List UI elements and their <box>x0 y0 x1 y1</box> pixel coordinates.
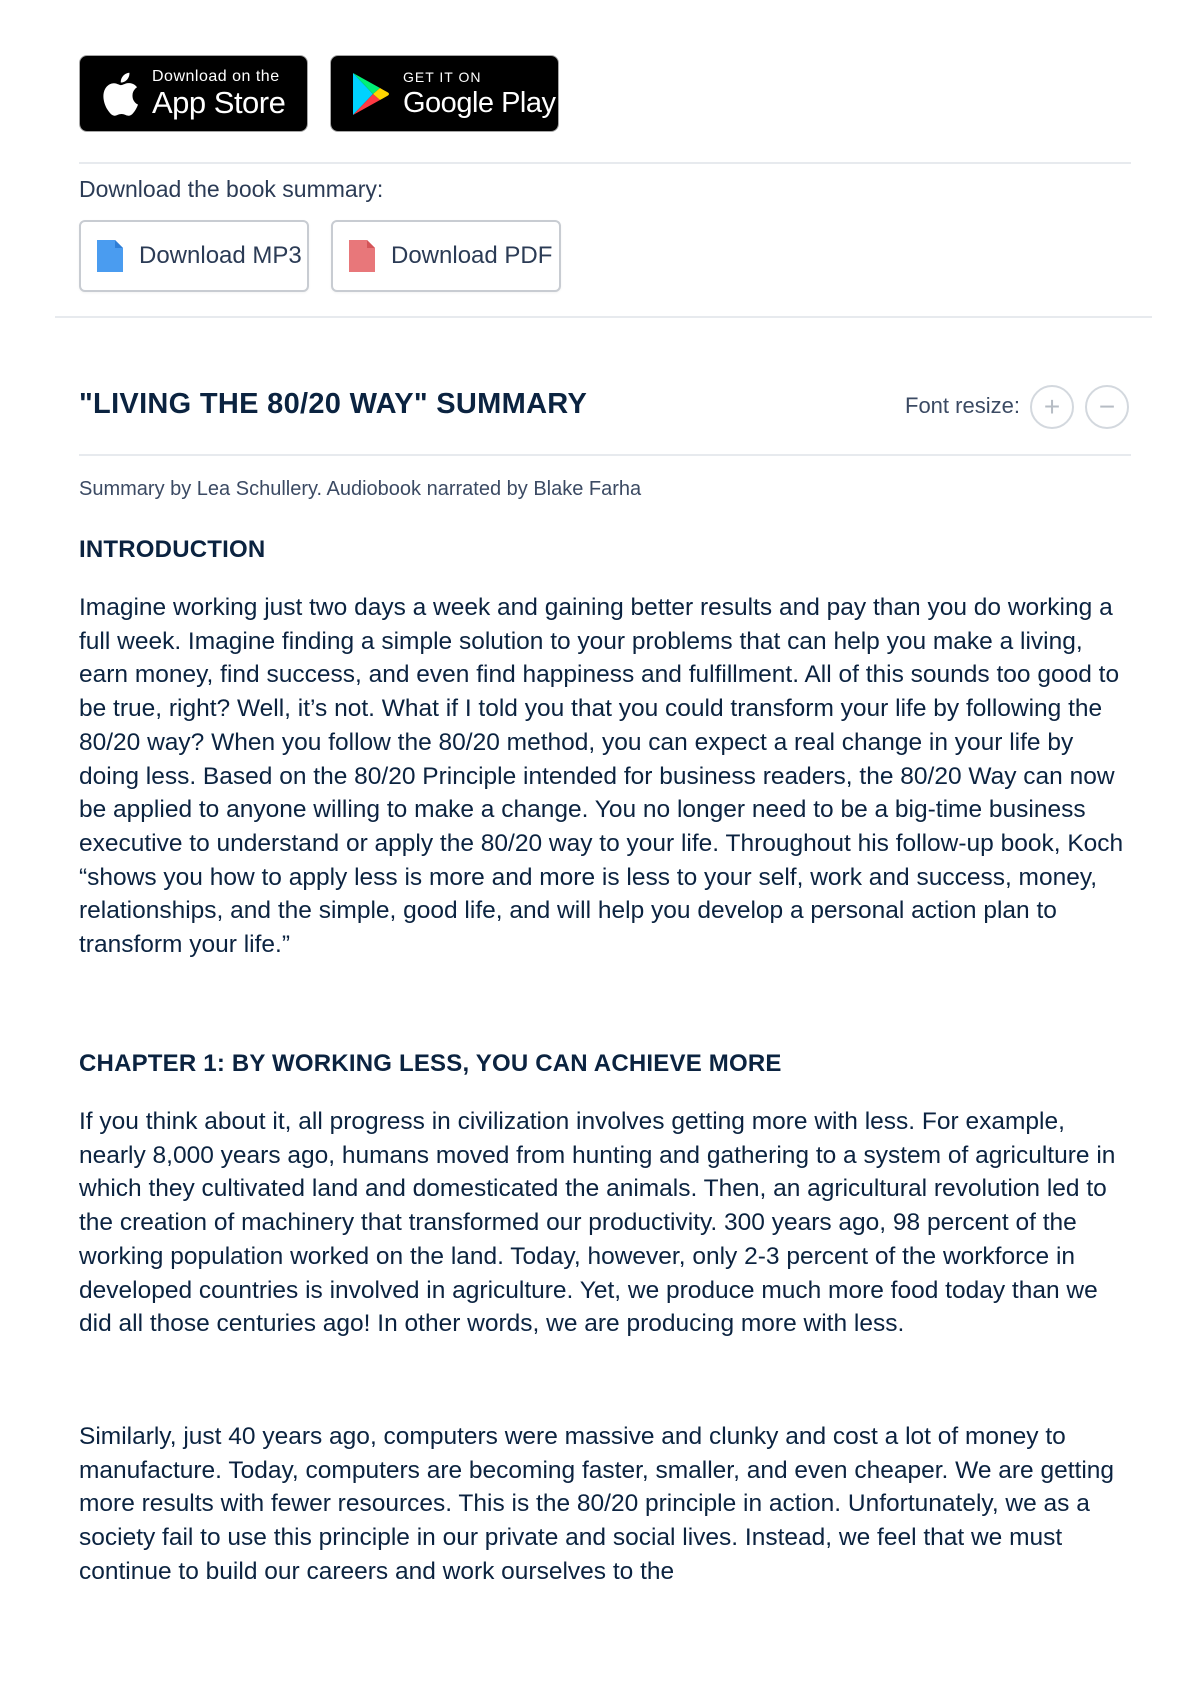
pdf-file-icon <box>349 240 375 272</box>
intro-paragraph: Imagine working just two days a week and gaining better results and pay than you do working a full week. Imagine finding a simple solution to your problems that can help you make a living, earn money, find success, and even find happiness and fulfillment. All of this sounds too good to be true, right? Well, it’s not. What if I told you that you could transform your life by following the 80/20 way? When you follow the 80/20 method, you can expect a real change in your life by doing less. Based on the 80/20 Principle intended for business readers, the 80/20 Way can now be applied to anyone willing to make a change. You no longer need to be a big-time business executive to understand or apply the 80/20 way to your life. Throughout his follow-up book, Koch “shows you how to apply less is more and more is less to your self, work and success, money, relationships, and the simple, good life, and will help you develop a personal action plan to transform your life.” <box>79 594 1124 959</box>
download-buttons <box>79 220 561 292</box>
summary-title: "LIVING THE 80/20 WAY" SUMMARY <box>79 388 588 420</box>
chapter1-paragraph-2: Similarly, just 40 years ago, computers were massive and clunky and cost a lot of money to manufacture. Today, computers are becoming faster, smaller, and even cheaper. We are getting more results with fewer resources. This is the 80/20 principle in action. Unfortunately, we as a society fail to use this principle in our private and social lives. Instead, we feel that we must continue to build our careers and work ourselves to the <box>79 1423 1115 1585</box>
plus-icon: + <box>1043 391 1061 422</box>
store-badges <box>79 55 559 132</box>
google-play-icon <box>343 55 399 132</box>
app-store-badge[interactable] <box>79 55 308 132</box>
divider-download <box>55 316 1152 318</box>
divider-title <box>79 454 1131 456</box>
intro-heading: INTRODUCTION <box>79 536 266 563</box>
download-pdf-label: Download PDF <box>391 242 553 269</box>
download-pdf-button[interactable] <box>331 220 561 292</box>
summary-byline: Summary by Lea Schullery. Audiobook narrated by Blake Farha <box>79 478 642 500</box>
minus-icon: − <box>1098 391 1116 422</box>
audio-file-icon <box>97 240 123 272</box>
font-resize-label: Font resize: <box>905 393 1020 418</box>
google-play-big-text: Google Play <box>403 86 556 119</box>
download-mp3-button[interactable] <box>79 220 309 292</box>
font-decrease-button[interactable] <box>1085 385 1129 429</box>
google-play-small-text: GET IT ON <box>403 68 482 85</box>
app-store-big-text: App Store <box>152 84 286 120</box>
font-increase-button[interactable] <box>1030 385 1074 429</box>
google-play-badge[interactable] <box>330 55 559 132</box>
app-store-small-text: Download on the <box>152 67 280 85</box>
apple-icon <box>92 55 148 132</box>
chapter1-paragraph-1: If you think about it, all progress in civilization involves getting more with less. For example, nearly 8,000 years ago, humans moved from hunting and gathering to a system of agriculture in which they cultivated land and domesticated the animals. Then, an agricultural revolution led to the creation of machinery that transformed our productivity. 300 years ago, 98 percent of the working population worked on the land. Today, however, only 2-3 percent of the workforce in developed countries is involved in agriculture. Yet, we produce much more food today than we did all those centuries ago! In other words, we are producing more with less. <box>79 1108 1116 1338</box>
chapter1-heading: CHAPTER 1: BY WORKING LESS, YOU CAN ACHIEVE MORE <box>79 1050 782 1077</box>
divider-top <box>79 162 1131 164</box>
download-mp3-label: Download MP3 <box>139 242 302 269</box>
download-label: Download the book summary: <box>79 176 384 202</box>
